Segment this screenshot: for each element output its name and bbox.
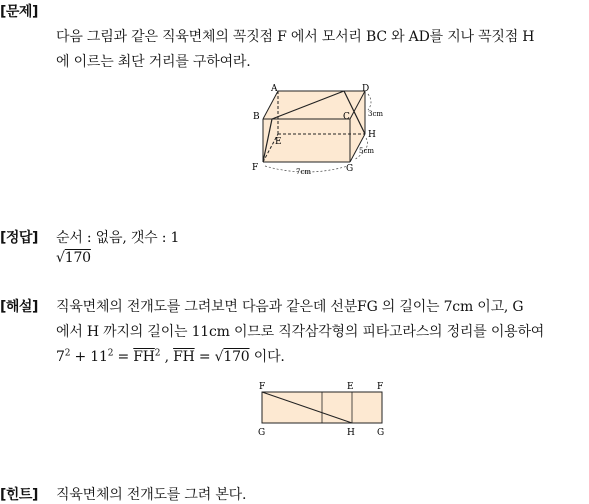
net-label-g-left: G xyxy=(258,428,266,438)
dim-depth-label: 5cm xyxy=(359,147,375,155)
net-label-f-right: F xyxy=(377,382,384,392)
eq-tail: 이다. xyxy=(249,349,285,365)
vertex-label-c: C xyxy=(343,112,350,122)
eq-sep: , xyxy=(160,349,174,365)
problem-line-1: 다음 그림과 같은 직육면체의 꼭짓점 F 에서 모서리 BC 와 AD를 지나 꼭짓점 H xyxy=(56,29,535,45)
eq-plus: + 11 xyxy=(70,349,108,365)
problem-tag: [문제] xyxy=(0,4,38,20)
dim-height-label: 3cm xyxy=(368,110,384,118)
eq-exponent: 2 xyxy=(107,348,114,359)
hint-tag: [힌트] xyxy=(0,487,38,503)
vertex-label-b: B xyxy=(253,112,260,122)
answer-line-1: 순서 : 없음, 갯수 : 1 xyxy=(56,230,180,246)
eq-exponent: 2 xyxy=(64,348,71,359)
answer-radicand: 170 xyxy=(64,250,91,266)
sqrt-symbol: √ xyxy=(56,250,65,266)
sqrt-symbol: √ xyxy=(214,349,224,365)
hint-line-1: 직육면체의 전개도를 그려 본다. xyxy=(56,487,247,503)
explanation-line-2: 에서 H 까지의 길이는 11cm 이므로 직각삼각형의 피타고라스의 정리를 이용하여 xyxy=(56,324,545,340)
problem-line-2: 에 이르는 최단 거리를 구하여라. xyxy=(56,54,251,70)
eq-radicand: 170 xyxy=(223,349,250,365)
answer-value xyxy=(56,250,91,266)
explanation-tag: [해설] xyxy=(0,299,38,315)
answer-tag: [정답] xyxy=(0,230,38,246)
cuboid-figure xyxy=(248,82,398,180)
dim-width-label: 7cm xyxy=(296,168,312,176)
eq-equals: = xyxy=(194,349,215,365)
net-label-g-right: G xyxy=(377,428,385,438)
segment-fh: $\overline{FH}$ xyxy=(173,349,195,365)
vertex-label-a: A xyxy=(271,84,278,94)
eq-term: 7 xyxy=(56,349,65,365)
segment-fh: $\overline{FH}$ xyxy=(133,349,155,365)
vertex-label-e: E xyxy=(275,137,282,147)
eq-exponent: 2 xyxy=(154,348,161,359)
explanation-line-1: 직육면체의 전개도를 그려보면 다음과 같은데 선분FG 의 길이는 7cm 이고, G xyxy=(56,299,524,315)
net-figure xyxy=(254,380,390,440)
net-label-f-left: F xyxy=(259,382,266,392)
net-label-h: H xyxy=(347,428,355,438)
vertex-label-g: G xyxy=(346,164,354,174)
vertex-label-h: H xyxy=(368,130,376,140)
net-label-e: E xyxy=(347,382,354,392)
eq-equals: = xyxy=(113,349,134,365)
explanation-equation xyxy=(56,346,285,366)
vertex-label-f: F xyxy=(252,163,259,173)
vertex-label-d: D xyxy=(362,84,370,94)
